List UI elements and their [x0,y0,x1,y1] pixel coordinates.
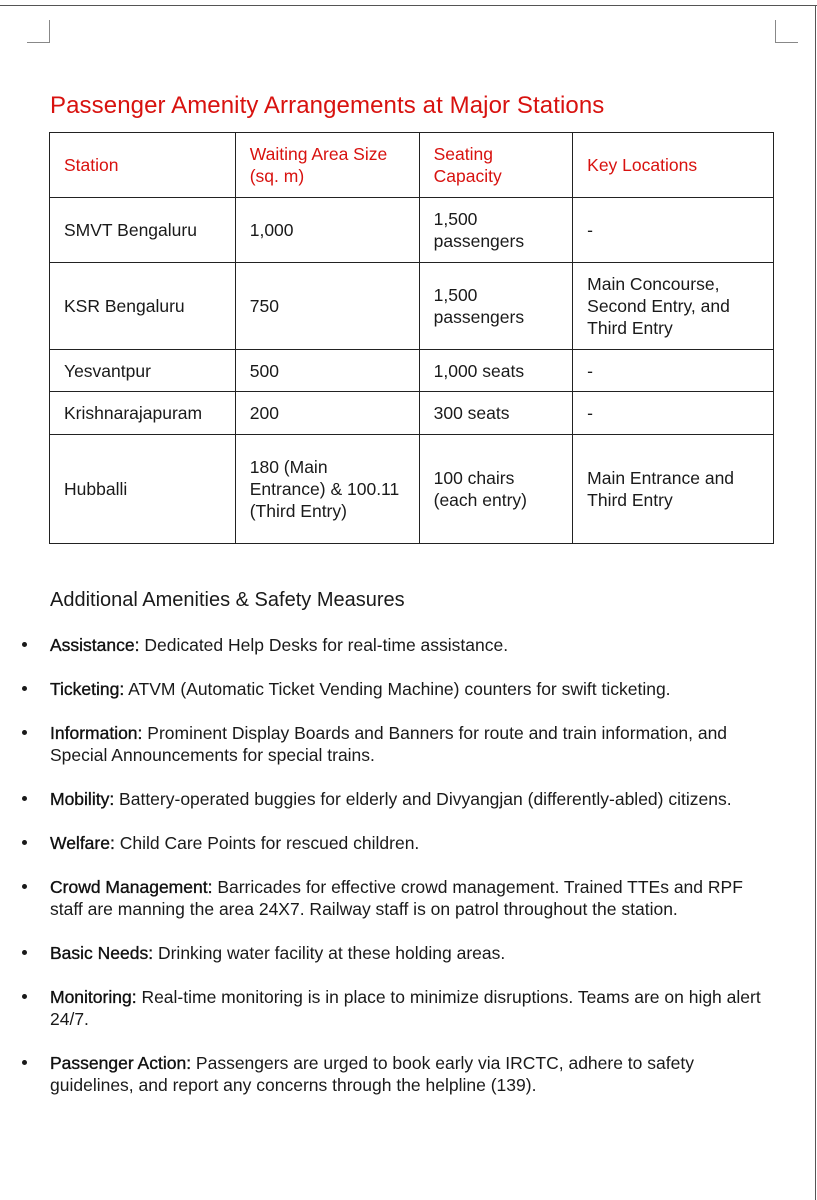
item-term: Assistance: [50,635,140,655]
cell-station: Hubballi [50,435,236,544]
cell-locations: - [573,350,774,392]
header-seating: Seating Capacity [419,133,573,198]
table-row [50,198,774,263]
amenities-list [0,634,817,1118]
list-item [0,876,817,920]
bullet-icon [22,796,27,801]
item-term: Mobility: [50,789,115,809]
margin-corner-mark-right [775,20,798,43]
section-heading: Additional Amenities & Safety Measures [50,589,405,611]
list-item [0,832,817,854]
item-text: Battery-operated buggies for elderly and Divyangjan (differently-abled) citizens. [114,789,732,809]
item-term: Crowd Management: [50,877,213,897]
header-station: Station [50,133,236,198]
cell-seating: 1,500 passengers [419,263,573,350]
cell-seating: 1,500 passengers [419,198,573,263]
cell-station: Krishnarajapuram [50,392,236,435]
item-text: Drinking water facility at these holding areas. [153,943,506,963]
item-text: Passengers are urged to book early via IRCTC, adhere to safety guidelines, and report any concerns through the helpline (139). [50,1053,694,1095]
item-term: Monitoring: [50,987,137,1007]
item-text: Barricades for effective crowd management. Trained TTEs and RPF staff are manning the area 24X7. Railway staff is on patrol throughout the station. [50,877,743,919]
document-title: Passenger Amenity Arrangements at Major Stations [50,92,605,119]
cell-waiting-area: 750 [235,263,419,350]
item-text: Real-time monitoring is in place to minimize disruptions. Teams are on high alert 24/7. [50,987,761,1029]
bullet-icon [22,994,27,999]
cell-waiting-area: 500 [235,350,419,392]
bullet-icon [22,686,27,691]
list-item [0,788,817,810]
cell-waiting-area: 200 [235,392,419,435]
bullet-icon [22,730,27,735]
item-term: Ticketing: [50,679,125,699]
cell-waiting-area: 180 (Main Entrance) & 100.11 (Third Entry) [235,435,419,544]
table-header-row [50,133,774,198]
item-term: Information: [50,723,143,743]
table-row [50,263,774,350]
cell-locations: - [573,392,774,435]
cell-station: KSR Bengaluru [50,263,236,350]
amenity-table [49,132,774,544]
margin-corner-mark-left [27,20,50,43]
item-text: Child Care Points for rescued children. [114,833,420,853]
item-text: ATVM (Automatic Ticket Vending Machine) counters for swift ticketing. [124,679,671,699]
cell-waiting-area: 1,000 [235,198,419,263]
cell-station: Yesvantpur [50,350,236,392]
list-item [0,678,817,700]
cell-seating: 300 seats [419,392,573,435]
item-term: Passenger Action: [50,1053,192,1073]
cell-locations: Main Entrance and Third Entry [573,435,774,544]
bullet-icon [22,840,27,845]
item-term: Basic Needs: [50,943,154,963]
bullet-icon [22,1060,27,1065]
item-text: Dedicated Help Desks for real-time assistance. [139,635,509,655]
cell-station: SMVT Bengaluru [50,198,236,263]
list-item [0,634,817,656]
table-row [50,350,774,392]
header-locations: Key Locations [573,133,774,198]
bullet-icon [22,950,27,955]
table-row [50,392,774,435]
cell-seating: 100 chairs (each entry) [419,435,573,544]
list-item [0,1052,817,1096]
bullet-icon [22,642,27,647]
cell-seating: 1,000 seats [419,350,573,392]
list-item [0,722,817,766]
page-top-edge [0,5,817,6]
list-item [0,986,817,1030]
bullet-icon [22,884,27,889]
cell-locations: Main Concourse, Second Entry, and Third Entry [573,263,774,350]
item-text: Prominent Display Boards and Banners for route and train information, and Special Announcements for special trains. [50,723,728,765]
item-term: Welfare: [50,833,115,853]
header-waiting-area: Waiting Area Size (sq. m) [235,133,419,198]
list-item [0,942,817,964]
cell-locations: - [573,198,774,263]
table-row [50,435,774,544]
